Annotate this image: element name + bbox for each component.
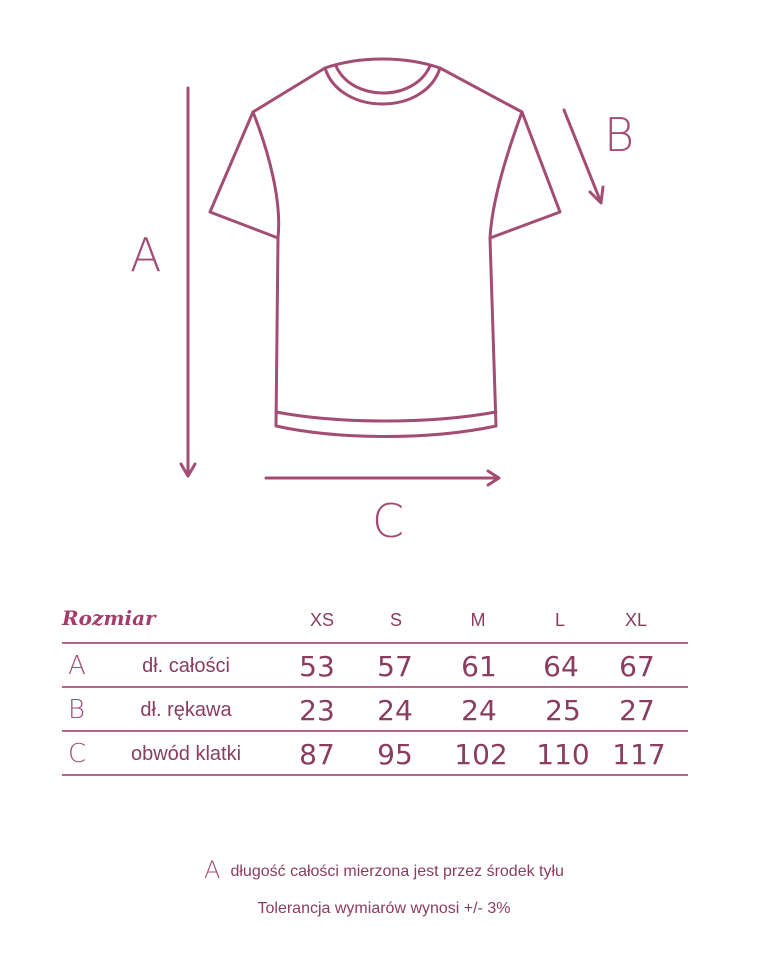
- right-sleeve-seam: [490, 112, 522, 238]
- collar-top: [325, 59, 440, 68]
- size-table-header: [62, 600, 688, 644]
- size-xl: XL: [624, 610, 648, 630]
- cell-value: 87: [299, 738, 335, 771]
- cell-value: 23: [299, 694, 335, 727]
- arrow-c: [266, 471, 499, 485]
- collar-outer: [325, 68, 440, 104]
- arrow-b: [564, 110, 603, 203]
- size-table-title: Rozmiar: [62, 606, 156, 630]
- cell-value: 27: [619, 694, 655, 727]
- cell-value: 102: [454, 738, 508, 771]
- cell-value: 24: [377, 694, 413, 727]
- note-letter: A: [204, 856, 221, 884]
- table-row: [62, 644, 688, 688]
- size-m: M: [470, 610, 486, 630]
- row-letter: C: [68, 739, 87, 769]
- size-s: S: [389, 610, 402, 630]
- diagram-label-b: B: [604, 108, 635, 162]
- table-row: [62, 688, 688, 732]
- cell-value: 64: [543, 650, 579, 683]
- row-letter: B: [68, 695, 86, 725]
- row-name: dł. całości: [142, 655, 230, 677]
- row-name: obwód klatki: [130, 743, 242, 765]
- measurement-note: [0, 856, 768, 884]
- collar-inner: [336, 66, 430, 93]
- cell-value: 95: [377, 738, 413, 771]
- hem-line: [276, 412, 496, 421]
- row-name: dł. rękawa: [140, 699, 232, 721]
- size-l: L: [554, 610, 565, 630]
- cell-value: 53: [299, 650, 335, 683]
- arrow-a: [181, 88, 195, 476]
- diagram-label-a: A: [130, 228, 162, 282]
- cell-value: 24: [461, 694, 497, 727]
- note-text: długość całości mierzona jest przez środek tyłu: [230, 863, 564, 880]
- table-row: [62, 732, 688, 776]
- cell-value: 61: [461, 650, 497, 683]
- cell-value: 117: [612, 738, 666, 771]
- size-xs: XS: [309, 610, 334, 630]
- left-sleeve-seam: [253, 112, 279, 238]
- cell-value: 110: [536, 738, 590, 771]
- cell-value: 57: [377, 650, 413, 683]
- cell-value: 25: [545, 694, 581, 727]
- size-table: [62, 600, 688, 776]
- tolerance-note: Tolerancja wymiarów wynosi +/- 3%: [257, 900, 511, 917]
- diagram-label-c: C: [372, 494, 405, 548]
- cell-value: 67: [619, 650, 655, 683]
- shirt-body: [210, 68, 560, 437]
- row-letter: A: [68, 651, 86, 681]
